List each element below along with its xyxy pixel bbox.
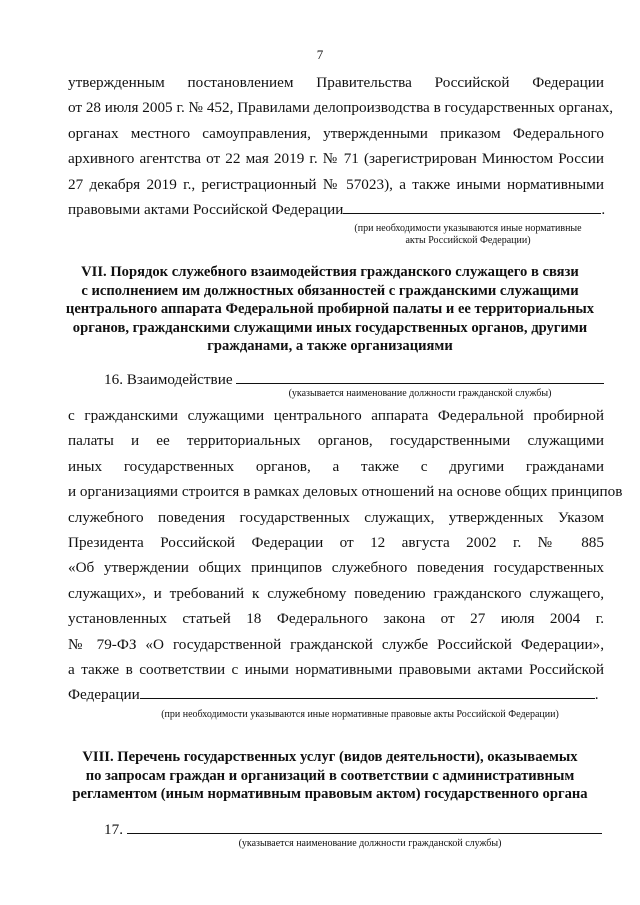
text-line: № 79-ФЗ «О государственной гражданской службе Российской Федерации», xyxy=(68,635,604,653)
heading-line: по запросам граждан и организаций в соответствии с административным xyxy=(85,767,575,784)
text-line: и организациями строится в рамках деловых отношений на основе общих принципов xyxy=(68,483,623,501)
caption-other-acts xyxy=(338,223,598,247)
text-line-content: правовыми актами Российской Федерации xyxy=(68,200,344,218)
text-line: Президента Российской Федерации от 12 августа 2002 г. № 885 xyxy=(68,533,604,551)
text-line: органах местного самоуправления, утвержденными приказом Федерального xyxy=(68,124,604,142)
fill-in-blank xyxy=(343,198,601,214)
fill-in-blank xyxy=(127,818,602,834)
end-mark: . xyxy=(594,686,599,704)
heading-line: гражданами, а также организациями xyxy=(207,338,453,354)
text-line: от 28 июля 2005 г. № 452, Правилами делопроизводства в государственных органах, xyxy=(68,99,614,117)
text-line: утвержденным постановлением Правительства Российской Федерации xyxy=(68,74,604,91)
item-16-label: 16. Взаимодействие xyxy=(104,371,233,388)
fill-in-blank xyxy=(140,683,595,699)
heading-line: регламентом (иным нормативным правовым актом) государственного органа xyxy=(72,786,588,802)
heading-line: VII. Порядок служебного взаимодействия гражданского служащего в связи xyxy=(81,264,579,280)
text-line xyxy=(68,682,604,707)
text-line: установленных статьей 18 Федерального закона от 27 июля 2004 г. xyxy=(68,610,604,628)
end-mark: . xyxy=(601,200,606,218)
item-17-label: 17. xyxy=(104,821,123,838)
caption-other-acts-2: (при необходимости указываются иные нормативные правовые акты Российской Федерации) xyxy=(161,709,559,720)
text-line: 27 декабря 2019 г., регистрационный № 57023), а также иными нормативными xyxy=(68,175,604,193)
section-8-heading xyxy=(60,748,600,804)
heading-line: органов, гражданскими служащими иных государственных органов, другими xyxy=(72,319,588,336)
text-line: «Об утверждении общих принципов служебного поведения государственных xyxy=(68,559,604,577)
intro-paragraph xyxy=(68,70,614,222)
text-line: палаты и ее территориальных органов, государственными служащими xyxy=(68,432,604,450)
text-line: а также в соответствии с иными нормативными правовыми актами Российской xyxy=(68,660,604,678)
caption-position-name: (указывается наименование должности гражданской службы) xyxy=(288,388,552,399)
text-line: служебного поведения государственных служащих, утвержденных Указом xyxy=(68,508,604,526)
heading-line: VIII. Перечень государственных услуг (видов деятельности), оказываемых xyxy=(82,749,578,765)
text-line xyxy=(68,197,604,222)
section-7-body xyxy=(68,403,623,708)
page-number: 7 xyxy=(316,47,324,62)
text-line: иных государственных органов, а также с другими гражданами xyxy=(68,457,604,475)
caption-position-name-2: (указывается наименование должности гражданской службы) xyxy=(238,838,502,849)
section-7-heading xyxy=(60,263,600,356)
text-line: архивного агентства от 22 мая 2019 г. № 71 (зарегистрирован Минюстом России xyxy=(68,150,604,168)
caption-line: (при необходимости указываются иные нормативные xyxy=(354,223,582,234)
text-line-content: Федерации xyxy=(68,686,140,704)
heading-line: с исполнением им должностных обязанностей с гражданскими служащими xyxy=(81,282,579,299)
fill-in-blank xyxy=(236,368,604,384)
heading-line: центрального аппарата Федеральной пробирной палаты и ее территориальных xyxy=(65,301,595,317)
text-line: служащих», и требований к служебному поведению гражданского служащего, xyxy=(68,584,604,602)
text-line: с гражданскими служащими центрального аппарата Федеральной пробирной xyxy=(68,407,604,424)
caption-line: акты Российской Федерации) xyxy=(405,235,531,246)
